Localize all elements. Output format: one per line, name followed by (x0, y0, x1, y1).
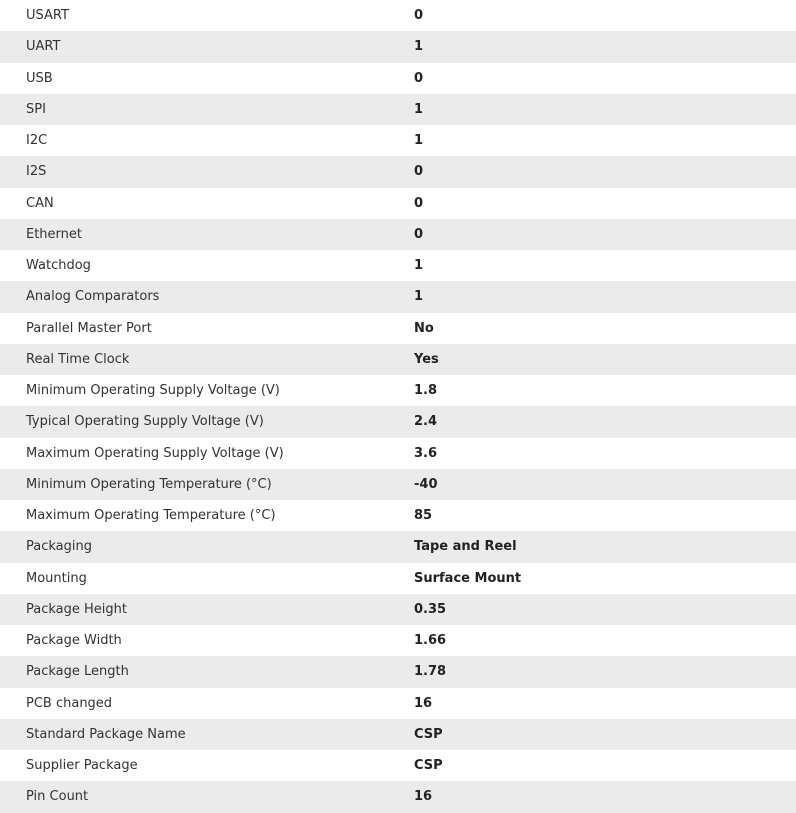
spec-value: Yes (414, 351, 439, 367)
spec-value: 1 (414, 289, 424, 305)
spec-row-package-length (0, 656, 796, 687)
spec-value: 0 (414, 70, 424, 86)
spec-row-can (0, 188, 796, 219)
spec-label: Standard Package Name (26, 726, 186, 742)
spec-value: 1 (414, 258, 424, 274)
spec-label: Watchdog (26, 258, 91, 274)
spec-row-max-temperature (0, 500, 796, 531)
spec-value: No (414, 320, 434, 336)
spec-value: 85 (414, 508, 433, 524)
spec-label: CAN (26, 195, 54, 211)
spec-row-standard-package-name (0, 719, 796, 750)
spec-label: Packaging (26, 539, 92, 555)
spec-label: Minimum Operating Temperature (°C) (26, 476, 272, 492)
spec-label: SPI (26, 101, 46, 117)
spec-label: Minimum Operating Supply Voltage (V) (26, 383, 280, 399)
spec-label: USB (26, 70, 53, 86)
spec-row-real-time-clock (0, 344, 796, 375)
spec-row-package-width (0, 625, 796, 656)
spec-value: 3.6 (414, 445, 438, 461)
spec-row-pcb-changed (0, 688, 796, 719)
spec-label: Package Height (26, 601, 127, 617)
spec-row-ethernet (0, 219, 796, 250)
spec-label: Package Length (26, 664, 129, 680)
spec-row-package-height (0, 594, 796, 625)
spec-label: Typical Operating Supply Voltage (V) (26, 414, 264, 430)
spec-label: Maximum Operating Temperature (°C) (26, 508, 276, 524)
spec-label: PCB changed (26, 695, 113, 711)
spec-row-min-supply-voltage (0, 375, 796, 406)
spec-label: Pin Count (26, 789, 89, 805)
spec-value: Tape and Reel (414, 539, 517, 555)
spec-label: I2C (26, 133, 48, 149)
spec-value: 0 (414, 8, 424, 24)
spec-value: 1 (414, 101, 424, 117)
spec-row-usb (0, 63, 796, 94)
spec-row-packaging (0, 531, 796, 562)
spec-value: -40 (414, 476, 438, 492)
spec-row-typ-supply-voltage (0, 406, 796, 437)
spec-value: 1.8 (414, 383, 438, 399)
spec-row-watchdog (0, 250, 796, 281)
spec-label: Mounting (26, 570, 87, 586)
spec-value: 1.66 (414, 633, 447, 649)
spec-label: Analog Comparators (26, 289, 160, 305)
spec-row-uart (0, 31, 796, 62)
spec-value: 1 (414, 39, 424, 55)
spec-label: Parallel Master Port (26, 320, 152, 336)
spec-value: 0.35 (414, 601, 447, 617)
spec-value: 0 (414, 226, 424, 242)
spec-row-mounting (0, 563, 796, 594)
spec-row-supplier-package (0, 750, 796, 781)
spec-value: CSP (414, 758, 443, 774)
spec-row-parallel-master-port (0, 313, 796, 344)
spec-value: CSP (414, 726, 443, 742)
spec-label: Real Time Clock (26, 351, 130, 367)
spec-value: 0 (414, 195, 424, 211)
spec-label: Supplier Package (26, 758, 138, 774)
spec-value: 2.4 (414, 414, 438, 430)
spec-label: USART (26, 8, 69, 24)
spec-label: Maximum Operating Supply Voltage (V) (26, 445, 284, 461)
spec-label: Ethernet (26, 226, 82, 242)
spec-label: I2S (26, 164, 47, 180)
spec-value: 16 (414, 789, 433, 805)
spec-label: UART (26, 39, 61, 55)
spec-row-spi (0, 94, 796, 125)
spec-row-max-supply-voltage (0, 438, 796, 469)
spec-value: 1 (414, 133, 424, 149)
spec-row-i2s (0, 156, 796, 187)
spec-value: Surface Mount (414, 570, 522, 586)
spec-row-pin-count (0, 781, 796, 812)
spec-value: 0 (414, 164, 424, 180)
spec-value: 16 (414, 695, 433, 711)
spec-row-min-temperature (0, 469, 796, 500)
spec-label: Package Width (26, 633, 122, 649)
spec-value: 1.78 (414, 664, 447, 680)
spec-row-usart (0, 0, 796, 31)
spec-row-i2c (0, 125, 796, 156)
spec-row-analog-comparators (0, 281, 796, 312)
